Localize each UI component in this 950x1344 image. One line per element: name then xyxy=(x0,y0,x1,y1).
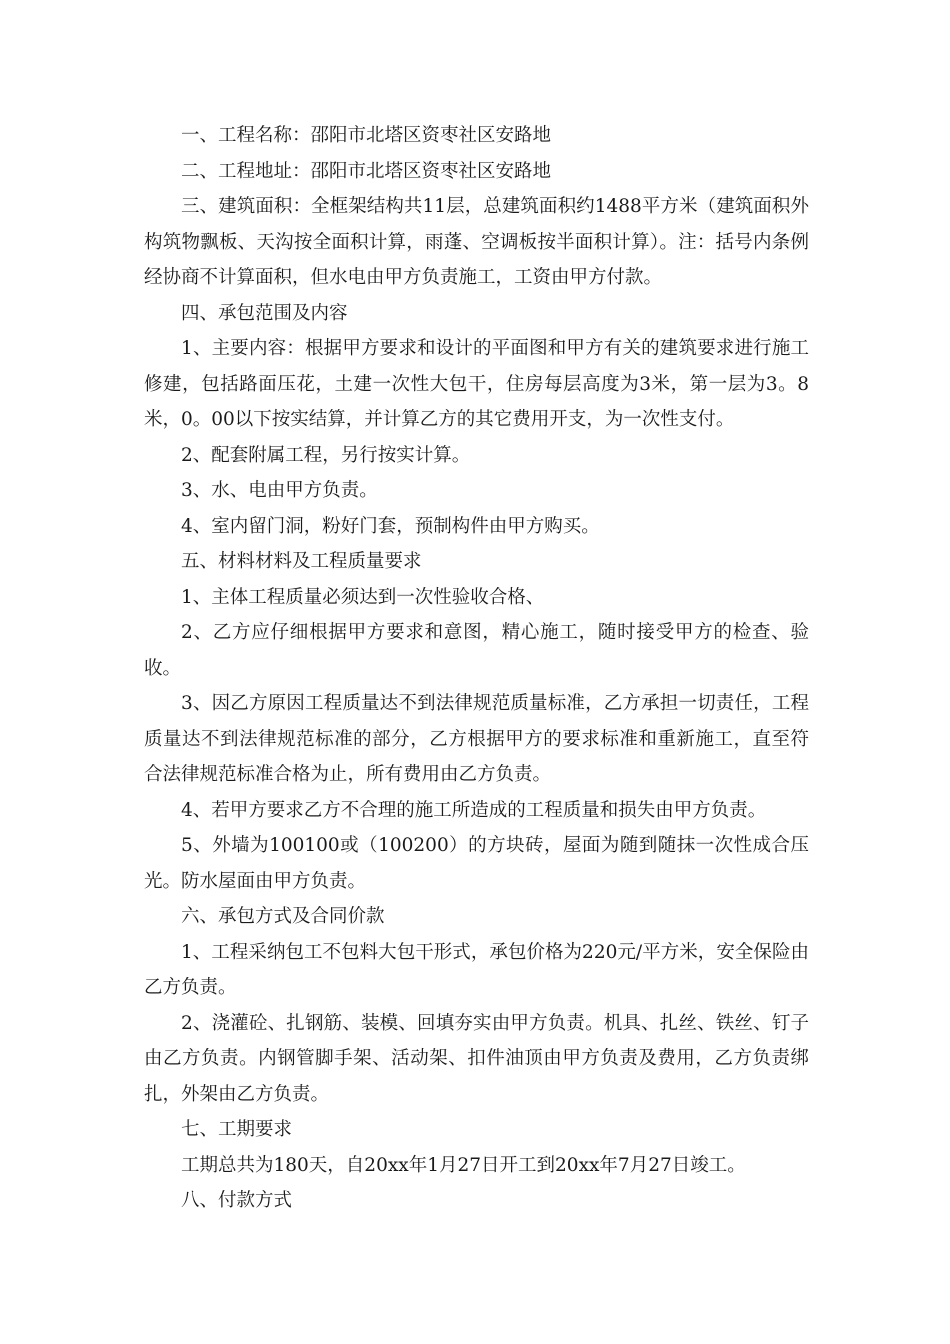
document-body xyxy=(144,118,809,1219)
quality-item-4: 4、若甲方要求乙方不合理的施工所造成的工程质量和损失由甲方负责。 xyxy=(181,799,767,821)
quality-item-1: 1、主体工程质量必须达到一次性验收合格、 xyxy=(181,586,545,608)
scope-item-door-openings: 4、室内留门洞，粉好门套，预制构件由甲方购买。 xyxy=(181,515,600,537)
scope-item-ancillary: 2、配套附属工程，另行按实计算。 xyxy=(181,444,471,466)
section-heading-contract-price: 六、承包方式及合同价款 xyxy=(181,906,385,927)
section-heading-scope: 四、承包范围及内容 xyxy=(181,302,348,324)
quality-item-5: 5、外墙为100100或（100200）的方块砖，屋面为随到随抹一次性成合压光。防水屋面由甲方负责。 xyxy=(144,835,809,892)
quality-item-2: 2、乙方应仔细根据甲方要求和意图，精心施工，随时接受甲方的检查、验收。 xyxy=(144,622,809,679)
scope-item-utilities: 3、水、电由甲方负责。 xyxy=(181,480,378,501)
section-heading-project-address: 二、工程地址：邵阳市北塔区资枣社区安路地 xyxy=(181,160,552,182)
section-heading-quality: 五、材料材料及工程质量要求 xyxy=(181,551,422,572)
section-heading-project-name: 一、工程名称：邵阳市北塔区资枣社区安路地 xyxy=(181,125,552,146)
scope-item-main-content: 1、主要内容：根据甲方要求和设计的平面图和甲方有关的建筑要求进行施工修建，包括路面压花，土建一次性大包干，住房每层高度为3米，第一层为3。8米，0。00以下按实结算，并计算乙方的其它费用开支，为一次性支付。 xyxy=(144,338,809,430)
schedule-text: 工期总共为180天，自20xx年1月27日开工到20xx年7月27日竣工。 xyxy=(181,1154,746,1176)
price-item-2: 2、浇灌砼、扎钢筋、装模、回填夯实由甲方负责。机具、扎丝、铁丝、钉子由乙方负责。内钢管脚手架、活动架、扣件油顶由甲方负责及费用，乙方负责绑扎，外架由乙方负责。 xyxy=(144,1012,809,1105)
section-heading-payment: 八、付款方式 xyxy=(181,1190,293,1211)
section-heading-schedule: 七、工期要求 xyxy=(181,1119,293,1140)
price-item-1: 1、工程采纳包工不包料大包干形式，承包价格为220元/平方米，安全保险由乙方负责。 xyxy=(144,941,809,998)
quality-item-3: 3、因乙方原因工程质量达不到法律规范质量标准，乙方承担一切责任，工程质量达不到法律规范标准的部分，乙方根据甲方的要求标准和重新施工，直至符合法律规范标准合格为止，所有费用由乙方负责。 xyxy=(144,693,809,785)
section-building-area: 三、建筑面积：全框架结构共11层，总建筑面积约1488平方米（建筑面积外构筑物飘板、天沟按全面积计算，雨蓬、空调板按半面积计算）。注：括号内条例经协商不计算面积，但水电由甲方负责施工，工资由甲方付款。 xyxy=(144,196,809,288)
